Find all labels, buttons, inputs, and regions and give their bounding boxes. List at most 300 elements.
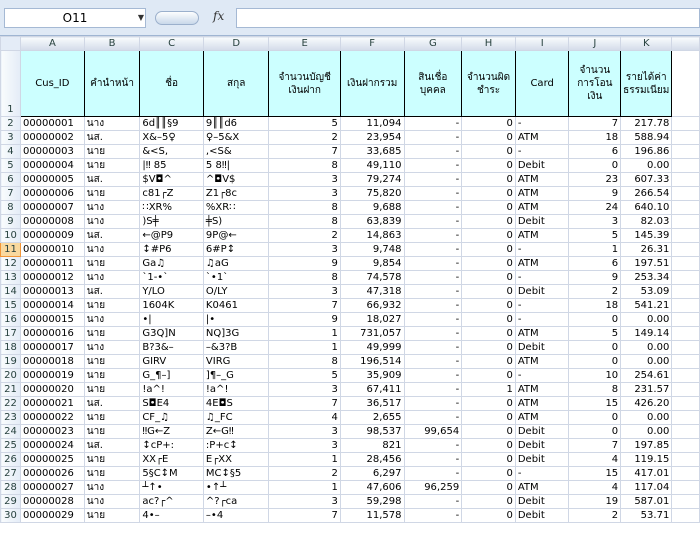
cell-g[interactable]: - bbox=[404, 495, 462, 509]
row-header[interactable]: 13 bbox=[1, 271, 21, 285]
cell-i[interactable]: Debit bbox=[515, 341, 569, 355]
cell-c[interactable]: X&–5♀ bbox=[140, 131, 204, 145]
cell-e[interactable]: 8 bbox=[269, 355, 340, 369]
row-header[interactable]: 4 bbox=[1, 145, 21, 159]
cell-d[interactable]: ^◘V$ bbox=[203, 173, 269, 187]
cell-d[interactable]: 9║║d6 bbox=[203, 117, 269, 131]
cell-g[interactable]: - bbox=[404, 355, 462, 369]
empty-cell[interactable] bbox=[672, 299, 700, 313]
cell-h[interactable]: 0 bbox=[462, 481, 516, 495]
cell-k[interactable]: 217.78 bbox=[621, 117, 672, 131]
column-header-j[interactable]: J bbox=[569, 37, 621, 51]
cell-b[interactable]: นาย bbox=[84, 145, 140, 159]
cell-d[interactable]: NQ]3G bbox=[203, 327, 269, 341]
cell-e[interactable]: 9 bbox=[269, 257, 340, 271]
cell-b[interactable]: นาย bbox=[84, 383, 140, 397]
cell-a[interactable]: 00000004 bbox=[20, 159, 84, 173]
cell-f[interactable]: 36,517 bbox=[340, 397, 404, 411]
cell-d[interactable]: 6#P↕ bbox=[203, 243, 269, 257]
cell-f[interactable]: 23,954 bbox=[340, 131, 404, 145]
cell-k[interactable]: 0.00 bbox=[621, 411, 672, 425]
empty-cell[interactable] bbox=[672, 411, 700, 425]
formula-bar-resize-handle[interactable] bbox=[155, 11, 199, 25]
cell-f[interactable]: 35,909 bbox=[340, 369, 404, 383]
cell-f[interactable]: 9,748 bbox=[340, 243, 404, 257]
cell-j[interactable]: 9 bbox=[569, 187, 621, 201]
cell-b[interactable]: นาง bbox=[84, 215, 140, 229]
name-box-dropdown-icon[interactable]: ▼ bbox=[137, 13, 145, 22]
cell-c[interactable]: ∷XR% bbox=[140, 201, 204, 215]
row-header[interactable]: 21 bbox=[1, 383, 21, 397]
cell-k[interactable]: 0.00 bbox=[621, 355, 672, 369]
cell-i[interactable]: ATM bbox=[515, 481, 569, 495]
cell-h[interactable]: 0 bbox=[462, 173, 516, 187]
cell-d[interactable]: •↑┴ bbox=[203, 481, 269, 495]
column-header-k[interactable]: K bbox=[621, 37, 672, 51]
cell-k[interactable]: 197.51 bbox=[621, 257, 672, 271]
cell-e[interactable]: 7 bbox=[269, 509, 340, 523]
cell-c[interactable]: ┴↑• bbox=[140, 481, 204, 495]
cell-j[interactable]: 0 bbox=[569, 341, 621, 355]
cell-g[interactable]: - bbox=[404, 411, 462, 425]
cell-f[interactable]: 75,820 bbox=[340, 187, 404, 201]
formula-input[interactable] bbox=[236, 8, 700, 28]
cell-d[interactable]: ^?┌ca bbox=[203, 495, 269, 509]
cell-k[interactable]: 117.04 bbox=[621, 481, 672, 495]
cell-g[interactable]: - bbox=[404, 369, 462, 383]
cell-c[interactable]: |‼ 85 bbox=[140, 159, 204, 173]
cell-g[interactable]: - bbox=[404, 117, 462, 131]
cell-e[interactable]: 3 bbox=[269, 495, 340, 509]
row-header[interactable]: 15 bbox=[1, 299, 21, 313]
cell-c[interactable]: XX┌E bbox=[140, 453, 204, 467]
cell-h[interactable]: 0 bbox=[462, 341, 516, 355]
cell-g[interactable]: - bbox=[404, 187, 462, 201]
cell-j[interactable]: 18 bbox=[569, 131, 621, 145]
cell-i[interactable]: - bbox=[515, 145, 569, 159]
cell-k[interactable]: 197.85 bbox=[621, 439, 672, 453]
cell-f[interactable]: 9,854 bbox=[340, 257, 404, 271]
cell-c[interactable]: ↕#P6 bbox=[140, 243, 204, 257]
cell-a[interactable]: 00000017 bbox=[20, 341, 84, 355]
cell-b[interactable]: นาย bbox=[84, 327, 140, 341]
cell-b[interactable]: นส. bbox=[84, 173, 140, 187]
header-cell[interactable]: สินเชื่อบุคคล bbox=[404, 51, 462, 117]
cell-i[interactable]: ATM bbox=[515, 257, 569, 271]
header-cell[interactable]: คำนำหน้า bbox=[84, 51, 140, 117]
cell-b[interactable]: นาย bbox=[84, 453, 140, 467]
cell-d[interactable]: –•4 bbox=[203, 509, 269, 523]
cell-h[interactable]: 0 bbox=[462, 439, 516, 453]
header-cell[interactable]: Card bbox=[515, 51, 569, 117]
cell-f[interactable]: 67,411 bbox=[340, 383, 404, 397]
cell-f[interactable]: 63,839 bbox=[340, 215, 404, 229]
row-header[interactable]: 23 bbox=[1, 411, 21, 425]
cell-a[interactable]: 00000009 bbox=[20, 229, 84, 243]
cell-f[interactable]: 47,318 bbox=[340, 285, 404, 299]
row-header[interactable]: 27 bbox=[1, 467, 21, 481]
empty-cell[interactable] bbox=[672, 369, 700, 383]
cell-b[interactable]: นาง bbox=[84, 481, 140, 495]
cell-b[interactable]: นาย bbox=[84, 411, 140, 425]
cell-i[interactable]: - bbox=[515, 243, 569, 257]
header-cell[interactable]: Cus_ID bbox=[20, 51, 84, 117]
empty-cell[interactable] bbox=[672, 495, 700, 509]
row-header[interactable]: 30 bbox=[1, 509, 21, 523]
empty-cell[interactable] bbox=[672, 355, 700, 369]
cell-b[interactable]: นาย bbox=[84, 369, 140, 383]
cell-h[interactable]: 0 bbox=[462, 131, 516, 145]
cell-f[interactable]: 6,297 bbox=[340, 467, 404, 481]
cell-h[interactable]: 0 bbox=[462, 425, 516, 439]
cell-k[interactable]: 607.33 bbox=[621, 173, 672, 187]
cell-a[interactable]: 00000015 bbox=[20, 313, 84, 327]
cell-j[interactable]: 4 bbox=[569, 481, 621, 495]
cell-h[interactable]: 0 bbox=[462, 369, 516, 383]
cell-f[interactable]: 33,685 bbox=[340, 145, 404, 159]
cell-j[interactable]: 10 bbox=[569, 369, 621, 383]
cell-d[interactable]: VIRG bbox=[203, 355, 269, 369]
cell-a[interactable]: 00000014 bbox=[20, 299, 84, 313]
cell-i[interactable]: - bbox=[515, 467, 569, 481]
cell-g[interactable]: - bbox=[404, 313, 462, 327]
empty-cell[interactable] bbox=[672, 257, 700, 271]
cell-h[interactable]: 0 bbox=[462, 327, 516, 341]
cell-d[interactable]: ]¶–_G bbox=[203, 369, 269, 383]
cell-g[interactable]: - bbox=[404, 229, 462, 243]
cell-g[interactable]: - bbox=[404, 453, 462, 467]
empty-cell[interactable] bbox=[672, 131, 700, 145]
cell-a[interactable]: 00000026 bbox=[20, 467, 84, 481]
cell-b[interactable]: นาย bbox=[84, 299, 140, 313]
empty-cell[interactable] bbox=[672, 341, 700, 355]
cell-j[interactable]: 6 bbox=[569, 145, 621, 159]
cell-g[interactable]: - bbox=[404, 159, 462, 173]
cell-b[interactable]: นาง bbox=[84, 495, 140, 509]
cell-a[interactable]: 00000013 bbox=[20, 285, 84, 299]
cell-j[interactable]: 5 bbox=[569, 229, 621, 243]
cell-e[interactable]: 8 bbox=[269, 201, 340, 215]
cell-e[interactable]: 3 bbox=[269, 439, 340, 453]
row-header[interactable]: 28 bbox=[1, 481, 21, 495]
cell-g[interactable]: - bbox=[404, 509, 462, 523]
cell-d[interactable]: %XR∷ bbox=[203, 201, 269, 215]
row-header[interactable]: 6 bbox=[1, 173, 21, 187]
cell-d[interactable]: –&3?B bbox=[203, 341, 269, 355]
cell-i[interactable]: ATM bbox=[515, 355, 569, 369]
cell-j[interactable]: 8 bbox=[569, 383, 621, 397]
cell-a[interactable]: 00000012 bbox=[20, 271, 84, 285]
cell-j[interactable]: 0 bbox=[569, 313, 621, 327]
cell-a[interactable]: 00000018 bbox=[20, 355, 84, 369]
cell-e[interactable]: 3 bbox=[269, 173, 340, 187]
cell-f[interactable]: 49,999 bbox=[340, 341, 404, 355]
cell-g[interactable]: - bbox=[404, 341, 462, 355]
cell-j[interactable]: 3 bbox=[569, 215, 621, 229]
cell-b[interactable]: นาย bbox=[84, 425, 140, 439]
row-header[interactable]: 10 bbox=[1, 229, 21, 243]
cell-h[interactable]: 0 bbox=[462, 117, 516, 131]
cell-b[interactable]: นาง bbox=[84, 341, 140, 355]
cell-h[interactable]: 0 bbox=[462, 145, 516, 159]
cell-k[interactable]: 196.86 bbox=[621, 145, 672, 159]
cell-j[interactable]: 2 bbox=[569, 509, 621, 523]
cell-a[interactable]: 00000001 bbox=[20, 117, 84, 131]
cell-c[interactable]: $V◘^ bbox=[140, 173, 204, 187]
cell-a[interactable]: 00000008 bbox=[20, 215, 84, 229]
cell-c[interactable]: •| bbox=[140, 313, 204, 327]
cell-c[interactable]: G_¶–] bbox=[140, 369, 204, 383]
row-header[interactable]: 17 bbox=[1, 327, 21, 341]
cell-g[interactable]: - bbox=[404, 439, 462, 453]
cell-k[interactable]: 0.00 bbox=[621, 159, 672, 173]
cell-j[interactable]: 5 bbox=[569, 327, 621, 341]
cell-k[interactable]: 587.01 bbox=[621, 495, 672, 509]
cell-a[interactable]: 00000023 bbox=[20, 425, 84, 439]
cell-b[interactable]: นาย bbox=[84, 355, 140, 369]
cell-i[interactable]: Debit bbox=[515, 159, 569, 173]
cell-e[interactable]: 9 bbox=[269, 313, 340, 327]
empty-cell[interactable] bbox=[672, 481, 700, 495]
cell-k[interactable]: 82.03 bbox=[621, 215, 672, 229]
cell-e[interactable]: 1 bbox=[269, 341, 340, 355]
cell-i[interactable]: ATM bbox=[515, 229, 569, 243]
cell-j[interactable]: 1 bbox=[569, 243, 621, 257]
cell-e[interactable]: 7 bbox=[269, 397, 340, 411]
cell-h[interactable]: 0 bbox=[462, 271, 516, 285]
empty-cell[interactable] bbox=[672, 51, 700, 117]
cell-e[interactable]: 1 bbox=[269, 481, 340, 495]
cell-d[interactable]: `•1` bbox=[203, 271, 269, 285]
cell-k[interactable]: 149.14 bbox=[621, 327, 672, 341]
cell-k[interactable]: 26.31 bbox=[621, 243, 672, 257]
cell-k[interactable]: 588.94 bbox=[621, 131, 672, 145]
cell-j[interactable]: 7 bbox=[569, 117, 621, 131]
cell-d[interactable]: ♫_FC bbox=[203, 411, 269, 425]
cell-c[interactable]: ←@P9 bbox=[140, 229, 204, 243]
cell-c[interactable]: G3Q]N bbox=[140, 327, 204, 341]
cell-e[interactable]: 5 bbox=[269, 117, 340, 131]
cell-c[interactable]: `1-•` bbox=[140, 271, 204, 285]
cell-g[interactable]: - bbox=[404, 215, 462, 229]
cell-g[interactable]: - bbox=[404, 397, 462, 411]
row-header[interactable]: 29 bbox=[1, 495, 21, 509]
cell-c[interactable]: Y/LO bbox=[140, 285, 204, 299]
cell-i[interactable]: - bbox=[515, 117, 569, 131]
cell-i[interactable]: ATM bbox=[515, 327, 569, 341]
empty-cell[interactable] bbox=[672, 173, 700, 187]
insert-function-icon[interactable]: fx bbox=[213, 9, 225, 23]
cell-j[interactable]: 6 bbox=[569, 257, 621, 271]
header-cell[interactable]: รายได้ค่าธรรมเนียม bbox=[621, 51, 672, 117]
name-box[interactable]: O11 bbox=[4, 8, 146, 28]
cell-j[interactable]: 2 bbox=[569, 285, 621, 299]
cell-a[interactable]: 00000010 bbox=[20, 243, 84, 257]
cell-f[interactable]: 9,688 bbox=[340, 201, 404, 215]
cell-i[interactable]: Debit bbox=[515, 495, 569, 509]
cell-f[interactable]: 18,027 bbox=[340, 313, 404, 327]
cell-a[interactable]: 00000011 bbox=[20, 257, 84, 271]
cell-h[interactable]: 0 bbox=[462, 243, 516, 257]
cell-h[interactable]: 0 bbox=[462, 285, 516, 299]
cell-b[interactable]: นส. bbox=[84, 131, 140, 145]
row-header[interactable]: 8 bbox=[1, 201, 21, 215]
cell-d[interactable]: 9P@← bbox=[203, 229, 269, 243]
row-header[interactable]: 2 bbox=[1, 117, 21, 131]
cell-b[interactable]: นาง bbox=[84, 243, 140, 257]
cell-f[interactable]: 11,578 bbox=[340, 509, 404, 523]
cell-b[interactable]: นาย bbox=[84, 257, 140, 271]
header-cell[interactable]: เงินฝากรวม bbox=[340, 51, 404, 117]
cell-b[interactable]: นส. bbox=[84, 285, 140, 299]
cell-a[interactable]: 00000005 bbox=[20, 173, 84, 187]
empty-cell[interactable] bbox=[672, 285, 700, 299]
cell-j[interactable]: 19 bbox=[569, 495, 621, 509]
cell-f[interactable]: 2,655 bbox=[340, 411, 404, 425]
cell-d[interactable]: ♀–5&X bbox=[203, 131, 269, 145]
row-header[interactable]: 16 bbox=[1, 313, 21, 327]
cell-h[interactable]: 0 bbox=[462, 453, 516, 467]
cell-k[interactable]: 640.10 bbox=[621, 201, 672, 215]
row-header[interactable]: 24 bbox=[1, 425, 21, 439]
header-cell[interactable]: สกุล bbox=[203, 51, 269, 117]
cell-j[interactable]: 0 bbox=[569, 411, 621, 425]
cell-d[interactable]: O/LY bbox=[203, 285, 269, 299]
empty-cell[interactable] bbox=[672, 453, 700, 467]
cell-h[interactable]: 0 bbox=[462, 509, 516, 523]
cell-f[interactable]: 59,298 bbox=[340, 495, 404, 509]
cell-d[interactable]: !a^! bbox=[203, 383, 269, 397]
cell-h[interactable]: 0 bbox=[462, 187, 516, 201]
empty-cell[interactable] bbox=[672, 243, 700, 257]
cell-c[interactable]: !a^! bbox=[140, 383, 204, 397]
cell-e[interactable]: 7 bbox=[269, 299, 340, 313]
cell-b[interactable]: นาง bbox=[84, 313, 140, 327]
cell-e[interactable]: 8 bbox=[269, 159, 340, 173]
row-header[interactable]: 26 bbox=[1, 453, 21, 467]
cell-a[interactable]: 00000025 bbox=[20, 453, 84, 467]
cell-h[interactable]: 0 bbox=[462, 257, 516, 271]
cell-j[interactable]: 0 bbox=[569, 159, 621, 173]
row-header[interactable]: 25 bbox=[1, 439, 21, 453]
cell-j[interactable]: 7 bbox=[569, 439, 621, 453]
empty-cell[interactable] bbox=[672, 145, 700, 159]
empty-cell[interactable] bbox=[672, 425, 700, 439]
cell-c[interactable]: ↕cP+: bbox=[140, 439, 204, 453]
empty-cell[interactable] bbox=[672, 215, 700, 229]
cell-b[interactable]: นาย bbox=[84, 467, 140, 481]
header-cell[interactable]: ชื่อ bbox=[140, 51, 204, 117]
cell-f[interactable]: 74,578 bbox=[340, 271, 404, 285]
cell-e[interactable]: 2 bbox=[269, 131, 340, 145]
cell-i[interactable]: Debit bbox=[515, 439, 569, 453]
empty-cell[interactable] bbox=[672, 201, 700, 215]
cell-i[interactable]: ATM bbox=[515, 173, 569, 187]
row-header[interactable]: 14 bbox=[1, 285, 21, 299]
cell-b[interactable]: นาย bbox=[84, 187, 140, 201]
cell-i[interactable]: ATM bbox=[515, 411, 569, 425]
cell-c[interactable]: B?3&– bbox=[140, 341, 204, 355]
cell-j[interactable]: 23 bbox=[569, 173, 621, 187]
cell-i[interactable]: ATM bbox=[515, 187, 569, 201]
empty-cell[interactable] bbox=[672, 159, 700, 173]
cell-a[interactable]: 00000022 bbox=[20, 411, 84, 425]
cell-k[interactable]: 0.00 bbox=[621, 341, 672, 355]
cell-i[interactable]: ATM bbox=[515, 383, 569, 397]
cell-g[interactable]: - bbox=[404, 383, 462, 397]
cell-b[interactable]: นส. bbox=[84, 439, 140, 453]
cell-e[interactable]: 3 bbox=[269, 425, 340, 439]
cell-g[interactable]: - bbox=[404, 271, 462, 285]
cell-j[interactable]: 15 bbox=[569, 397, 621, 411]
cell-i[interactable]: Debit bbox=[515, 215, 569, 229]
empty-cell[interactable] bbox=[672, 271, 700, 285]
cell-f[interactable]: 196,514 bbox=[340, 355, 404, 369]
cell-d[interactable]: |• bbox=[203, 313, 269, 327]
cell-e[interactable]: 3 bbox=[269, 383, 340, 397]
empty-cell[interactable] bbox=[672, 187, 700, 201]
empty-cell[interactable] bbox=[672, 397, 700, 411]
cell-h[interactable]: 0 bbox=[462, 495, 516, 509]
column-header-blank[interactable] bbox=[672, 37, 700, 51]
cell-g[interactable]: - bbox=[404, 173, 462, 187]
cell-h[interactable]: 0 bbox=[462, 229, 516, 243]
select-all-corner[interactable] bbox=[1, 37, 21, 51]
cell-a[interactable]: 00000028 bbox=[20, 495, 84, 509]
cell-d[interactable]: K0461 bbox=[203, 299, 269, 313]
cell-d[interactable]: Z1┌8c bbox=[203, 187, 269, 201]
empty-cell[interactable] bbox=[672, 117, 700, 131]
cell-k[interactable]: 253.34 bbox=[621, 271, 672, 285]
cell-d[interactable]: ╪S) bbox=[203, 215, 269, 229]
column-header-c[interactable]: C bbox=[140, 37, 204, 51]
cell-e[interactable]: 8 bbox=[269, 271, 340, 285]
cell-h[interactable]: 0 bbox=[462, 201, 516, 215]
cell-d[interactable]: Z←G‼ bbox=[203, 425, 269, 439]
empty-cell[interactable] bbox=[672, 313, 700, 327]
cell-e[interactable]: 8 bbox=[269, 215, 340, 229]
empty-cell[interactable] bbox=[672, 509, 700, 523]
cell-c[interactable]: 6d║║§9 bbox=[140, 117, 204, 131]
cell-b[interactable]: นาย bbox=[84, 159, 140, 173]
cell-k[interactable]: 231.57 bbox=[621, 383, 672, 397]
cell-k[interactable]: 254.61 bbox=[621, 369, 672, 383]
column-header-d[interactable]: D bbox=[203, 37, 269, 51]
cell-h[interactable]: 0 bbox=[462, 313, 516, 327]
cell-i[interactable]: ATM bbox=[515, 131, 569, 145]
empty-cell[interactable] bbox=[672, 439, 700, 453]
cell-j[interactable]: 18 bbox=[569, 299, 621, 313]
cell-a[interactable]: 00000007 bbox=[20, 201, 84, 215]
cell-c[interactable]: )S╪ bbox=[140, 215, 204, 229]
cell-f[interactable]: 11,094 bbox=[340, 117, 404, 131]
cell-d[interactable]: :P+c↕ bbox=[203, 439, 269, 453]
row-header[interactable]: 1 bbox=[1, 51, 21, 117]
cell-g[interactable]: 96,259 bbox=[404, 481, 462, 495]
cell-d[interactable]: MC↕§5 bbox=[203, 467, 269, 481]
row-header[interactable]: 11 bbox=[1, 243, 21, 257]
header-cell[interactable]: จำนวนบัญชีเงินฝาก bbox=[269, 51, 340, 117]
cell-a[interactable]: 00000006 bbox=[20, 187, 84, 201]
cell-d[interactable]: 4E◘S bbox=[203, 397, 269, 411]
cell-e[interactable]: 2 bbox=[269, 467, 340, 481]
cell-k[interactable]: 0.00 bbox=[621, 425, 672, 439]
cell-i[interactable]: Debit bbox=[515, 285, 569, 299]
cell-g[interactable]: - bbox=[404, 131, 462, 145]
cell-g[interactable]: - bbox=[404, 299, 462, 313]
cell-g[interactable]: - bbox=[404, 257, 462, 271]
cell-f[interactable]: 821 bbox=[340, 439, 404, 453]
